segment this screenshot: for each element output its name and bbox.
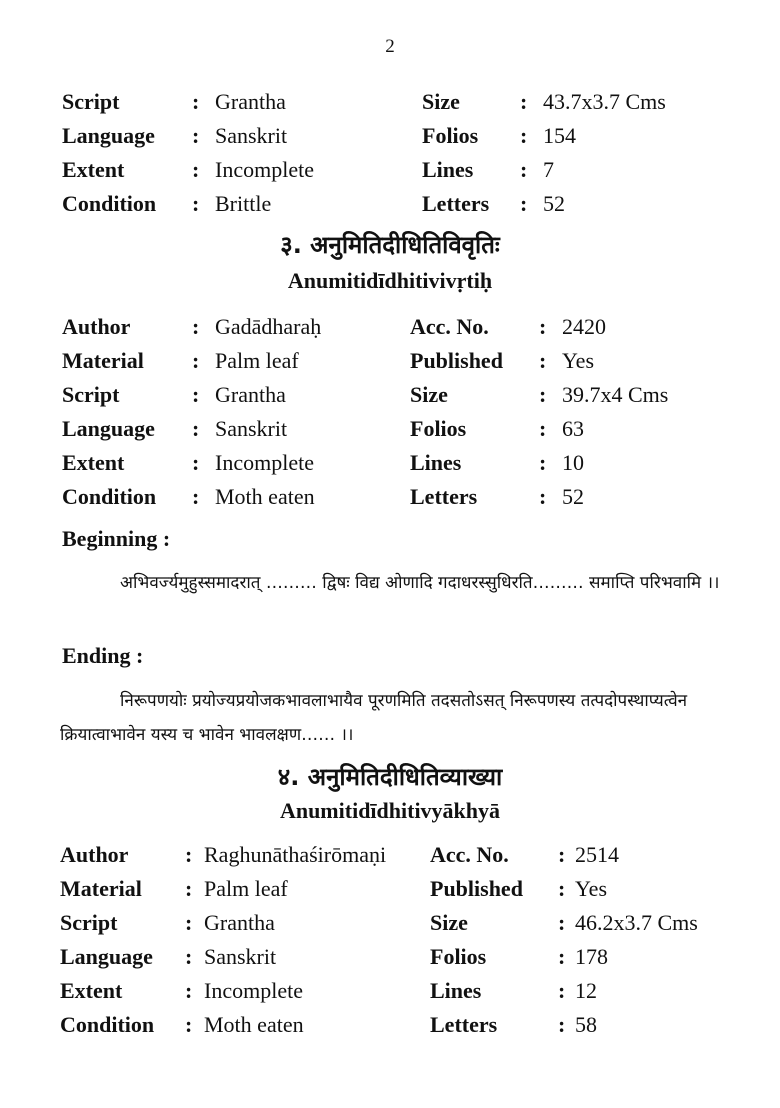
value-folios: 63	[562, 416, 584, 441]
label-author: Author	[60, 842, 129, 867]
entry-4-title-latin: Anumitidīdhitivyākhyā	[279, 798, 501, 823]
meta-row-language	[0, 940, 780, 974]
colon: :	[539, 450, 547, 475]
value-lines: 12	[575, 978, 597, 1003]
value-letters: 52	[543, 191, 565, 216]
ending-heading: Ending :	[62, 643, 144, 668]
colon: :	[192, 123, 200, 148]
label-size: Size	[422, 89, 460, 114]
colon: :	[192, 484, 200, 509]
value-condition: Moth eaten	[215, 484, 315, 509]
label-folios: Folios	[422, 123, 479, 148]
value-published: Yes	[562, 348, 595, 373]
colon: :	[520, 89, 528, 114]
colon: :	[192, 382, 200, 407]
value-size: 39.7x4 Cms	[562, 382, 669, 407]
label-material: Material	[62, 348, 144, 373]
label-letters: Letters	[422, 191, 490, 216]
entry-3-title-devanagari: ३. अनुमितिदीधितिविवृतिः	[280, 231, 500, 259]
value-author: Raghunāthaśirōmaṇi	[204, 842, 387, 867]
colon: :	[185, 876, 193, 901]
colon: :	[558, 876, 566, 901]
value-language: Sanskrit	[204, 944, 277, 969]
value-letters: 52	[562, 484, 584, 509]
colon: :	[192, 191, 200, 216]
colon: :	[192, 348, 200, 373]
value-script: Grantha	[215, 89, 286, 114]
meta-row-condition	[0, 480, 780, 514]
colon: :	[558, 978, 566, 1003]
colon: :	[558, 944, 566, 969]
value-size: 43.7x3.7 Cms	[543, 89, 666, 114]
label-acc-no: Acc. No.	[430, 842, 509, 867]
value-condition: Brittle	[215, 191, 272, 216]
colon: :	[539, 416, 547, 441]
label-acc-no: Acc. No.	[410, 314, 489, 339]
meta-row-author	[0, 838, 780, 872]
entry-2-metadata	[0, 85, 780, 221]
ending-text: निरूपणयोः प्रयोज्यप्रयोजकभावलाभायैव पूरणमिति तदसतोऽसत् निरूपणस्य तत्पदोपस्थाप्यत्वेन क्रियात्वाभावेन यस्य च भावेन भावलक्षण…… ।।	[60, 691, 688, 745]
colon: :	[520, 157, 528, 182]
value-extent: Incomplete	[215, 450, 314, 475]
label-extent: Extent	[60, 978, 123, 1003]
colon: :	[185, 910, 193, 935]
value-acc-no: 2514	[575, 842, 619, 867]
value-author: Gadādharaḥ	[215, 314, 322, 339]
meta-row-extent	[0, 446, 780, 480]
meta-row-material	[0, 872, 780, 906]
beginning-heading: Beginning :	[62, 526, 171, 551]
colon: :	[192, 314, 200, 339]
meta-row-author	[0, 310, 780, 344]
label-size: Size	[430, 910, 468, 935]
value-lines: 10	[562, 450, 584, 475]
colon: :	[558, 910, 566, 935]
beginning-text: अभिवर्ज्यमुहुस्समादरात् ……… द्विषः विद्य ओणादि गदाधरस्सुधिरति……… समाप्ति परिभवामि ।।	[120, 573, 720, 593]
meta-row-script	[0, 906, 780, 940]
label-script: Script	[60, 910, 118, 935]
label-script: Script	[62, 382, 120, 407]
label-author: Author	[62, 314, 131, 339]
colon: :	[558, 842, 566, 867]
meta-row-script	[0, 85, 780, 119]
value-script: Grantha	[204, 910, 275, 935]
entry-4-title-devanagari: ४. अनुमितिदीधितिव्याख्या	[277, 763, 503, 791]
value-language: Sanskrit	[215, 416, 288, 441]
colon: :	[539, 314, 547, 339]
label-lines: Lines	[430, 978, 482, 1003]
page-number: 2	[385, 36, 395, 57]
value-language: Sanskrit	[215, 123, 288, 148]
value-condition: Moth eaten	[204, 1012, 304, 1037]
colon: :	[192, 89, 200, 114]
label-letters: Letters	[410, 484, 478, 509]
meta-row-material	[0, 344, 780, 378]
label-size: Size	[410, 382, 448, 407]
value-material: Palm leaf	[215, 348, 299, 373]
meta-row-extent	[0, 974, 780, 1008]
label-published: Published	[410, 348, 503, 373]
value-letters: 58	[575, 1012, 597, 1037]
label-language: Language	[62, 123, 155, 148]
label-lines: Lines	[410, 450, 462, 475]
value-acc-no: 2420	[562, 314, 606, 339]
meta-row-language	[0, 412, 780, 446]
meta-row-script	[0, 378, 780, 412]
colon: :	[558, 1012, 566, 1037]
colon: :	[520, 191, 528, 216]
label-published: Published	[430, 876, 523, 901]
meta-row-extent	[0, 153, 780, 187]
label-material: Material	[60, 876, 142, 901]
value-extent: Incomplete	[204, 978, 303, 1003]
label-lines: Lines	[422, 157, 474, 182]
entry-4-metadata	[0, 838, 780, 1042]
label-condition: Condition	[62, 484, 157, 509]
label-folios: Folios	[410, 416, 467, 441]
colon: :	[192, 450, 200, 475]
entry-3-metadata	[0, 310, 780, 514]
label-language: Language	[62, 416, 155, 441]
meta-row-condition	[0, 1008, 780, 1042]
colon: :	[192, 157, 200, 182]
colon: :	[520, 123, 528, 148]
colon: :	[185, 978, 193, 1003]
colon: :	[185, 1012, 193, 1037]
label-language: Language	[60, 944, 153, 969]
value-folios: 154	[543, 123, 576, 148]
colon: :	[539, 484, 547, 509]
meta-row-language	[0, 119, 780, 153]
label-folios: Folios	[430, 944, 487, 969]
colon: :	[539, 382, 547, 407]
colon: :	[185, 842, 193, 867]
value-material: Palm leaf	[204, 876, 288, 901]
label-extent: Extent	[62, 450, 125, 475]
label-letters: Letters	[430, 1012, 498, 1037]
label-script: Script	[62, 89, 120, 114]
value-published: Yes	[575, 876, 608, 901]
value-lines: 7	[543, 157, 554, 182]
label-condition: Condition	[62, 191, 157, 216]
label-extent: Extent	[62, 157, 125, 182]
colon: :	[185, 944, 193, 969]
value-folios: 178	[575, 944, 608, 969]
entry-3-title-latin: Anumitidīdhitivivṛtiḥ	[287, 268, 493, 293]
colon: :	[192, 416, 200, 441]
colon: :	[539, 348, 547, 373]
value-script: Grantha	[215, 382, 286, 407]
value-extent: Incomplete	[215, 157, 314, 182]
meta-row-condition	[0, 187, 780, 221]
value-size: 46.2x3.7 Cms	[575, 910, 698, 935]
label-condition: Condition	[60, 1012, 155, 1037]
